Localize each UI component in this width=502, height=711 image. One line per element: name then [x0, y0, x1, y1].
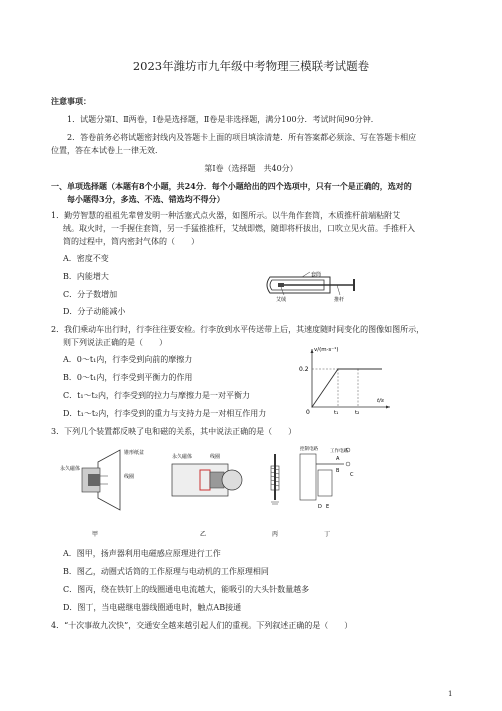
notice-item-2-cont: 位置，答在本试卷上一律无效．: [51, 146, 163, 155]
q2-option-a: A．0～t₁内，行李受到向前的摩擦力: [63, 355, 193, 364]
q3-stem: 3．下列几个装置都反映了电和磁的关系，其中说法正确的是（ ）: [51, 427, 297, 436]
q3-option-d: D．图丁，当电磁继电器线圈通电时，触点AB接通: [63, 603, 242, 612]
section-heading-cont: 每小题得3分，多选、不选、错选均不得分）: [67, 194, 225, 204]
q2-velocity-time-graph: [298, 345, 394, 417]
fig-bing-electromagnet: [271, 454, 279, 538]
section-heading: 一、单项选择题（本题有8个小题，共24分．每个小题给出的四个选项中，只有一个是正确的，选对的: [51, 181, 412, 191]
q2-stem: 2．我们乘动车出行时，行李往往要安检。行李放到水平传送带上后，其速度随时间变化的图像如图所示，: [51, 325, 425, 334]
page-title: 2023年潍坊市九年级中考物理三模联考试题卷: [132, 59, 370, 73]
q1-option-c: C．分子数增加: [63, 290, 118, 299]
q1-stem: 1．勤劳智慧的祖祖先辈曾发明一种活塞式点火器，如图所示。以牛角作套筒，木质推杆前端粘附艾: [51, 211, 401, 220]
q3-devices-figure: [60, 440, 360, 540]
t1-tick-label: t₁: [334, 410, 339, 416]
data-point-1: [337, 368, 338, 369]
notice-item-1: 1．试题分第Ⅰ、Ⅱ两卷，Ⅰ卷是选择题，Ⅱ卷是非选择题，满分100分．考试时间90分钟．: [67, 115, 379, 124]
notice-heading: 注意事项：: [51, 96, 91, 106]
ding-ctrl-label: 控制电路: [300, 447, 318, 452]
fig-ding-relay: [300, 445, 354, 538]
yi-caption: 乙: [200, 531, 207, 538]
q2-stem-2: 则下列说法正确的是（ ）: [63, 338, 167, 347]
ding-A-label: A: [336, 456, 340, 462]
jia-magnet-label: 永久磁体: [60, 466, 81, 472]
q2-option-c: C．t₁～t₂内，行李受到的拉力与摩擦力是一对平衡力: [63, 391, 250, 400]
page-number: 1: [448, 690, 453, 698]
q1-option-a: A．密度不变: [63, 254, 109, 263]
q3-option-a: A．图甲，扬声器利用电磁感应原理进行工作: [63, 549, 221, 558]
q1-fig-label-sleeve: 套筒: [311, 272, 322, 278]
data-point-0: [311, 406, 312, 407]
data-point-2: [357, 368, 358, 369]
y-axis-label: v/(m·s⁻¹): [314, 347, 339, 353]
yi-coil-label: 线圈: [210, 454, 221, 460]
jia-coil-label: 线圈: [124, 474, 135, 480]
ding-work-label: 工作电路: [330, 449, 348, 454]
q1-stem-2: 绒。取火时，一手握住套筒，另一手猛推推杆，艾绒即燃，随即将杆拔出，口吹立见火苗。手推杆入: [63, 224, 415, 233]
q4-stem: 4．“十次事故九次快”，交通安全越来越引起人们的重视。下列叙述正确的是（ ）: [51, 621, 353, 630]
velocity-series-line: [312, 369, 382, 407]
part-heading: 第Ⅰ卷（选择题 共40分）: [204, 164, 298, 173]
yi-magnet-label: 永久磁体: [172, 454, 193, 460]
q1-fire-piston-figure: [262, 271, 362, 303]
q2-option-d: D．t₁～t₂内，行李受到的重力与支持力是一对相互作用力: [63, 409, 267, 418]
jia-cone-label: 锥形纸盆: [124, 450, 145, 456]
ding-D-label: D: [318, 504, 322, 510]
ding-caption: 丁: [324, 531, 331, 538]
notice-item-2: 2．答卷前务必将试题密封线内及答题卡上面的项目填涂清楚．所有答案都必须涂、写在答题卡相应: [67, 133, 417, 142]
origin-label: 0: [306, 409, 310, 416]
q3-option-c: C．图丙，绕在铁钉上的线圈通电电流越大，能吸引的大头针数量越多: [63, 585, 310, 594]
t2-tick-label: t₂: [355, 410, 360, 416]
q1-option-b: B．内能增大: [63, 272, 109, 281]
bing-caption: 丙: [272, 531, 279, 538]
q1-option-d: D．分子动能减小: [63, 307, 126, 316]
ding-C-label: C: [350, 472, 354, 478]
q1-fig-label-moxa: 艾绒: [276, 297, 287, 303]
q1-stem-3: 筒的过程中，筒内密封气体的（ ）: [63, 237, 199, 246]
jia-caption: 甲: [92, 531, 99, 538]
ding-E-label: E: [326, 504, 330, 510]
fig-jia-speaker: [60, 449, 144, 538]
y-tick-label: 0.2: [299, 366, 309, 373]
q3-option-b: B．图乙，动圈式话筒的工作原理与电动机的工作原理相同: [63, 567, 269, 576]
x-axis-label: t/s: [377, 398, 384, 404]
q1-fig-label-rod: 推杆: [334, 297, 345, 303]
fig-yi-microphone: [172, 453, 242, 538]
q2-option-b: B．0～t₁内，行李受到平衡力的作用: [63, 373, 193, 382]
ding-B-label: B: [336, 468, 340, 474]
